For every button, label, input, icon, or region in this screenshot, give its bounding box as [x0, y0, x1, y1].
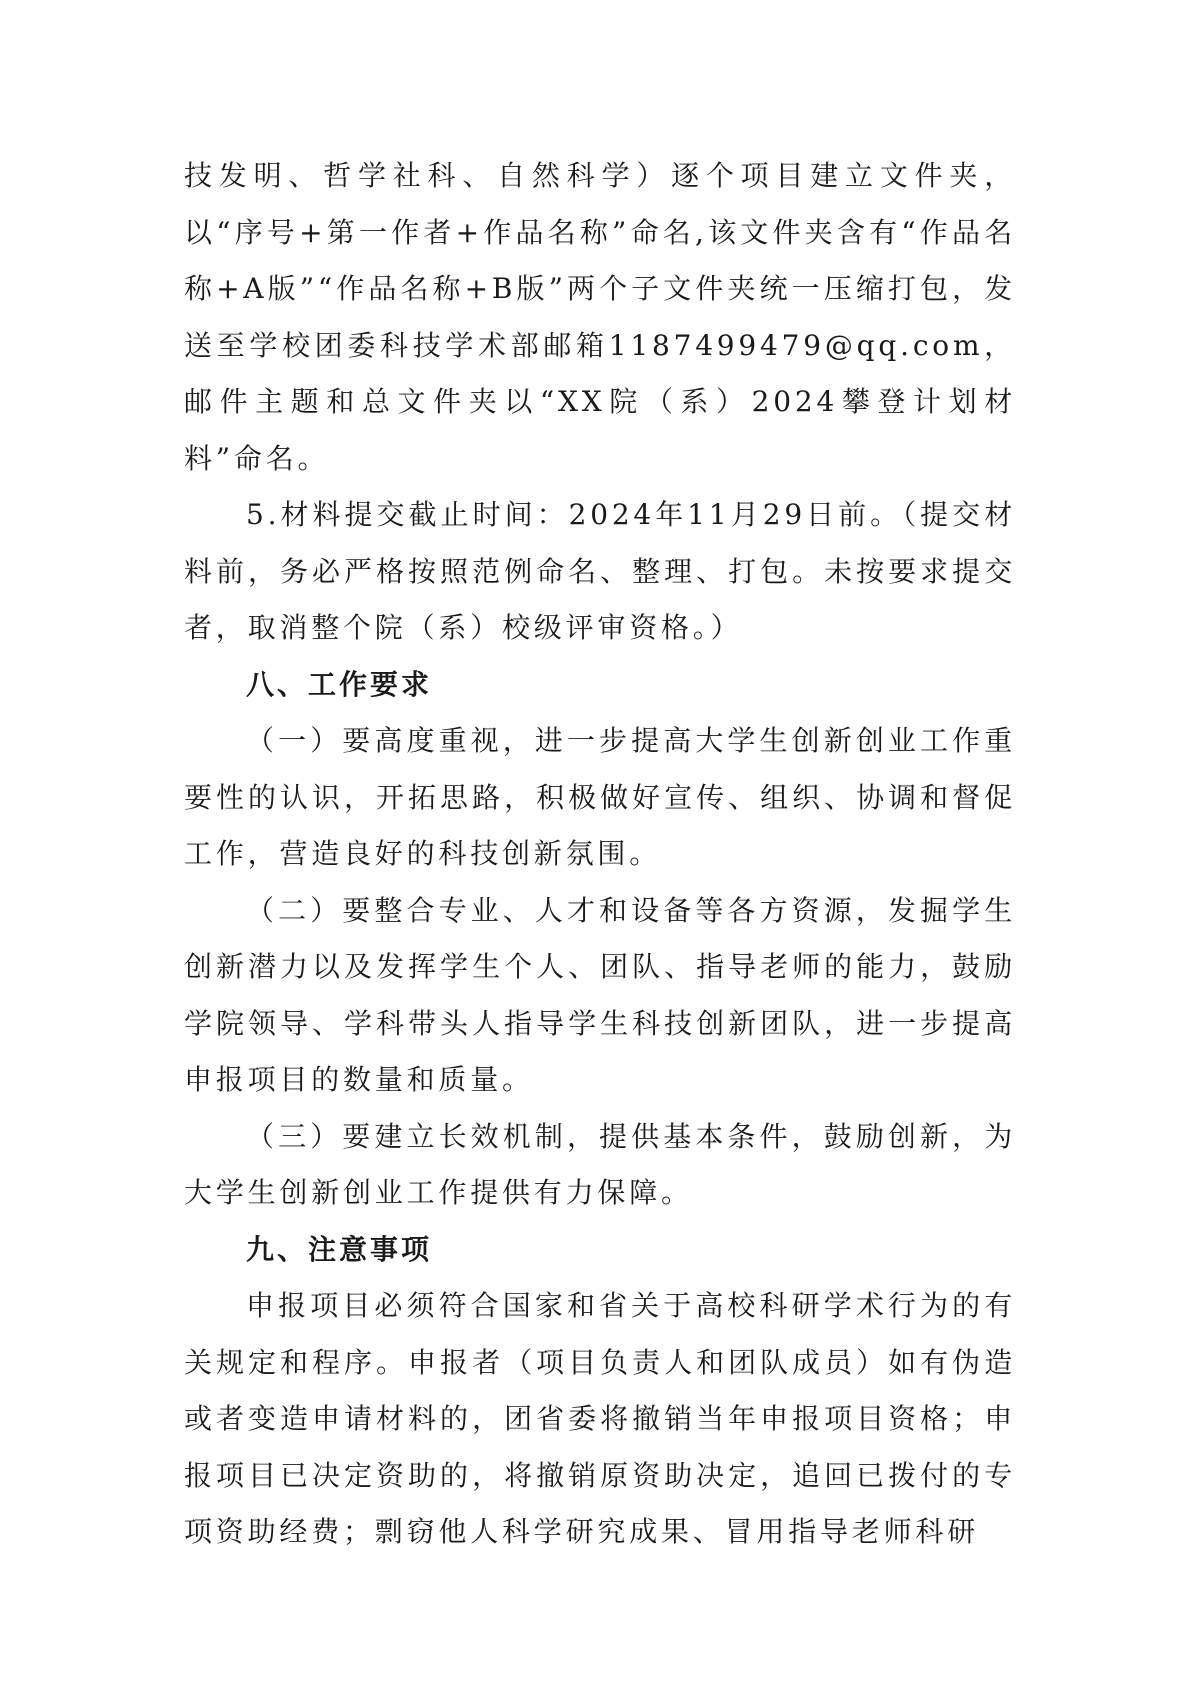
section-8-item-1: （一）要高度重视，进一步提高大学生创新创业工作重要性的认识，开拓思路，积极做好宣传、组织、协调和督促工作，营造良好的科技创新氛围。 [184, 724, 1016, 870]
item-5-deadline: 5.材料提交截止时间：2024年11月29日前。（提交材料前，务必严格按照范例命名、整理、打包。未按要求提交者，取消整个院（系）校级评审资格。） [184, 498, 1016, 644]
continued-paragraph: 技发明、哲学社科、自然科学）逐个项目建立文件夹，以“序号+第一作者+作品名称”命名,该文件夹含有“作品名称+A版”“作品名称+B版”两个子文件夹统一压缩打包，发送至学校团委科技学术部邮箱1187499479@qq.com，邮件主题和总文件夹以“XX院（系）2024攀登计划材料”命名。 [184, 159, 1016, 475]
section-8-item-2: （二）要整合专业、人才和设备等各方资源，发掘学生创新潜力以及发挥学生个人、团队、指导老师的能力，鼓励学院领导、学科带头人指导学生科技创新团队，进一步提高申报项目的数量和质量。 [184, 893, 1016, 1096]
section-9-body: 申报项目必须符合国家和省关于高校科研学术行为的有关规定和程序。申报者（项目负责人和团队成员）如有伪造或者变造申请材料的，团省委将撤销当年申报项目资格；申报项目已决定资助的，将撤销原资助决定，追回已拨付的专项资助经费；剽窃他人科学研究成果、冒用指导老师科研 [184, 1289, 1016, 1548]
document-body [184, 148, 1016, 1561]
section-8-heading: 八、工作要求 [246, 667, 433, 701]
section-8-item-3: （三）要建立长效机制，提供基本条件，鼓励创新，为大学生创新创业工作提供有力保障。 [184, 1119, 1016, 1209]
section-9-heading: 九、注意事项 [246, 1232, 433, 1266]
